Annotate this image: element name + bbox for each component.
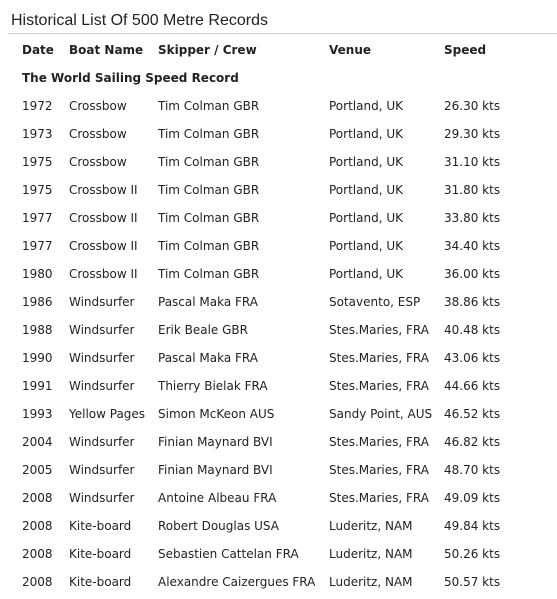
boat-name-cell: Crossbow II bbox=[69, 183, 138, 197]
skipper-crew-cell: Robert Douglas USA bbox=[158, 519, 279, 533]
table-row bbox=[0, 344, 557, 372]
skipper-crew-cell: Tim Colman GBR bbox=[158, 239, 260, 253]
date-cell: 1977 bbox=[22, 211, 53, 225]
skipper-crew-cell: Thierry Bielak FRA bbox=[158, 379, 268, 393]
title-divider bbox=[8, 33, 557, 34]
table-row bbox=[0, 148, 557, 176]
boat-name-cell: Crossbow bbox=[69, 155, 127, 169]
table-row bbox=[0, 428, 557, 456]
boat-name-cell: Kite-board bbox=[69, 547, 132, 561]
table-header-row bbox=[0, 36, 557, 64]
venue-cell: Stes.Maries, FRA bbox=[329, 491, 429, 505]
table-row bbox=[0, 512, 557, 540]
date-cell: 2008 bbox=[22, 519, 53, 533]
venue-cell: Luderitz, NAM bbox=[329, 519, 413, 533]
column-header-skipper-crew: Skipper / Crew bbox=[158, 43, 257, 57]
boat-name-cell: Yellow Pages bbox=[69, 407, 146, 421]
speed-cell: 49.84 kts bbox=[444, 519, 501, 533]
venue-cell: Portland, UK bbox=[329, 239, 403, 253]
column-header-date: Date bbox=[22, 43, 54, 57]
skipper-crew-cell: Sebastien Cattelan FRA bbox=[158, 547, 299, 561]
date-cell: 2004 bbox=[22, 435, 53, 449]
boat-name-cell: Windsurfer bbox=[69, 295, 135, 309]
date-cell: 1975 bbox=[22, 155, 53, 169]
table-row bbox=[0, 176, 557, 204]
speed-cell: 46.82 kts bbox=[444, 435, 501, 449]
venue-cell: Portland, UK bbox=[329, 99, 403, 113]
speed-cell: 29.30 kts bbox=[444, 127, 501, 141]
venue-cell: Portland, UK bbox=[329, 127, 403, 141]
boat-name-cell: Kite-board bbox=[69, 575, 132, 589]
boat-name-cell: Windsurfer bbox=[69, 491, 135, 505]
speed-cell: 49.09 kts bbox=[444, 491, 501, 505]
date-cell: 1986 bbox=[22, 295, 53, 309]
speed-cell: 40.48 kts bbox=[444, 323, 501, 337]
skipper-crew-cell: Antoine Albeau FRA bbox=[158, 491, 277, 505]
boat-name-cell: Crossbow II bbox=[69, 267, 138, 281]
date-cell: 1973 bbox=[22, 127, 53, 141]
skipper-crew-cell: Finian Maynard BVI bbox=[158, 435, 273, 449]
speed-cell: 50.26 kts bbox=[444, 547, 501, 561]
page-title: Historical List Of 500 Metre Records bbox=[11, 12, 268, 29]
table-row bbox=[0, 400, 557, 428]
boat-name-cell: Crossbow II bbox=[69, 211, 138, 225]
speed-cell: 43.06 kts bbox=[444, 351, 501, 365]
speed-cell: 34.40 kts bbox=[444, 239, 501, 253]
table-row bbox=[0, 316, 557, 344]
table-row bbox=[0, 120, 557, 148]
section-heading: The World Sailing Speed Record bbox=[22, 71, 239, 85]
table-row bbox=[0, 540, 557, 568]
column-header-speed: Speed bbox=[444, 43, 487, 57]
date-cell: 1977 bbox=[22, 239, 53, 253]
date-cell: 1980 bbox=[22, 267, 53, 281]
boat-name-cell: Windsurfer bbox=[69, 351, 135, 365]
date-cell: 1993 bbox=[22, 407, 53, 421]
speed-cell: 38.86 kts bbox=[444, 295, 501, 309]
boat-name-cell: Crossbow bbox=[69, 127, 127, 141]
skipper-crew-cell: Erik Beale GBR bbox=[158, 323, 248, 337]
venue-cell: Sotavento, ESP bbox=[329, 295, 421, 309]
speed-cell: 36.00 kts bbox=[444, 267, 501, 281]
boat-name-cell: Kite-board bbox=[69, 519, 132, 533]
table-row bbox=[0, 484, 557, 512]
date-cell: 1990 bbox=[22, 351, 53, 365]
venue-cell: Stes.Maries, FRA bbox=[329, 351, 429, 365]
skipper-crew-cell: Tim Colman GBR bbox=[158, 155, 260, 169]
date-cell: 1972 bbox=[22, 99, 53, 113]
boat-name-cell: Crossbow II bbox=[69, 239, 138, 253]
column-header-venue: Venue bbox=[329, 43, 371, 57]
boat-name-cell: Windsurfer bbox=[69, 379, 135, 393]
speed-cell: 50.57 kts bbox=[444, 575, 501, 589]
table-row bbox=[0, 372, 557, 400]
speed-cell: 26.30 kts bbox=[444, 99, 501, 113]
venue-cell: Portland, UK bbox=[329, 211, 403, 225]
date-cell: 2008 bbox=[22, 491, 53, 505]
date-cell: 1988 bbox=[22, 323, 53, 337]
boat-name-cell: Windsurfer bbox=[69, 323, 135, 337]
date-cell: 1975 bbox=[22, 183, 53, 197]
table-row bbox=[0, 92, 557, 120]
table-row bbox=[0, 232, 557, 260]
skipper-crew-cell: Tim Colman GBR bbox=[158, 211, 260, 225]
skipper-crew-cell: Tim Colman GBR bbox=[158, 99, 260, 113]
table-body bbox=[0, 92, 557, 596]
records-table bbox=[0, 36, 557, 596]
skipper-crew-cell: Simon McKeon AUS bbox=[158, 407, 275, 421]
venue-cell: Stes.Maries, FRA bbox=[329, 379, 429, 393]
table-row bbox=[0, 260, 557, 288]
date-cell: 2008 bbox=[22, 547, 53, 561]
venue-cell: Portland, UK bbox=[329, 183, 403, 197]
venue-cell: Sandy Point, AUS bbox=[329, 407, 433, 421]
section-heading-row bbox=[0, 64, 557, 92]
table-row bbox=[0, 568, 557, 596]
venue-cell: Stes.Maries, FRA bbox=[329, 463, 429, 477]
boat-name-cell: Crossbow bbox=[69, 99, 127, 113]
skipper-crew-cell: Pascal Maka FRA bbox=[158, 351, 258, 365]
skipper-crew-cell: Tim Colman GBR bbox=[158, 267, 260, 281]
boat-name-cell: Windsurfer bbox=[69, 435, 135, 449]
speed-cell: 44.66 kts bbox=[444, 379, 501, 393]
venue-cell: Luderitz, NAM bbox=[329, 575, 413, 589]
date-cell: 1991 bbox=[22, 379, 53, 393]
speed-cell: 33.80 kts bbox=[444, 211, 501, 225]
skipper-crew-cell: Alexandre Caizergues FRA bbox=[158, 575, 316, 589]
date-cell: 2005 bbox=[22, 463, 53, 477]
venue-cell: Stes.Maries, FRA bbox=[329, 435, 429, 449]
speed-cell: 46.52 kts bbox=[444, 407, 501, 421]
table-row bbox=[0, 288, 557, 316]
skipper-crew-cell: Finian Maynard BVI bbox=[158, 463, 273, 477]
speed-cell: 31.10 kts bbox=[444, 155, 501, 169]
skipper-crew-cell: Pascal Maka FRA bbox=[158, 295, 258, 309]
speed-cell: 48.70 kts bbox=[444, 463, 501, 477]
table-row bbox=[0, 204, 557, 232]
column-header-boat-name: Boat Name bbox=[69, 43, 144, 57]
speed-cell: 31.80 kts bbox=[444, 183, 501, 197]
venue-cell: Luderitz, NAM bbox=[329, 547, 413, 561]
venue-cell: Stes.Maries, FRA bbox=[329, 323, 429, 337]
date-cell: 2008 bbox=[22, 575, 53, 589]
skipper-crew-cell: Tim Colman GBR bbox=[158, 183, 260, 197]
table-row bbox=[0, 456, 557, 484]
skipper-crew-cell: Tim Colman GBR bbox=[158, 127, 260, 141]
venue-cell: Portland, UK bbox=[329, 155, 403, 169]
venue-cell: Portland, UK bbox=[329, 267, 403, 281]
boat-name-cell: Windsurfer bbox=[69, 463, 135, 477]
